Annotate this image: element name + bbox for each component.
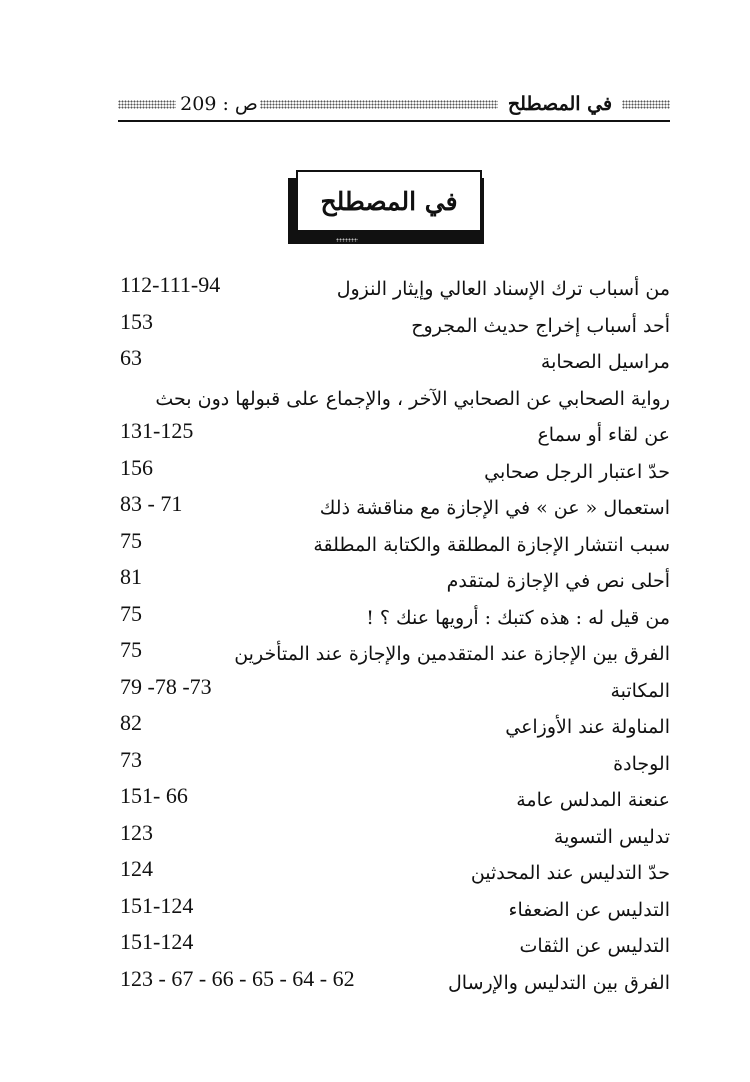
index-entry: [110, 854, 670, 891]
entry-page-numbers: 112-111-94: [120, 272, 221, 297]
entry-topic: رواية الصحابي عن الصحابي الآخر ، والإجماع على قبولها دون بحث: [155, 387, 670, 410]
entry-topic: مراسيل الصحابة: [540, 351, 670, 373]
index-entry: [110, 599, 670, 636]
entry-page-numbers: 123: [120, 819, 153, 845]
entry-topic: التدليس عن الضعفاء: [508, 898, 670, 921]
index-entry: [110, 343, 670, 380]
entry-page-numbers: 151-124: [120, 929, 194, 954]
running-header: [118, 90, 670, 122]
index-entry: [110, 781, 670, 818]
entry-topic: الوجادة: [613, 752, 670, 775]
index-entry: [110, 927, 670, 964]
section-title-ornament: [336, 238, 358, 242]
header-ornament-left: [118, 100, 176, 109]
entry-page-numbers: 75: [120, 637, 142, 662]
entry-topic: حدّ التدليس عند المحدثين: [470, 862, 670, 884]
entry-page-numbers: 151- 66: [120, 783, 188, 808]
entry-topic: الفرق بين الإجازة عند المتقدمين والإجازة عند المتأخرين: [234, 643, 670, 665]
index-entry: [110, 891, 670, 928]
entry-page-numbers: 131-125: [120, 418, 194, 443]
index-entry: [110, 818, 670, 855]
index-entry: [110, 307, 670, 344]
entry-topic: استعمال « عن » في الإجازة مع مناقشة ذلك: [319, 497, 670, 519]
index-entry: [110, 416, 670, 453]
entry-page-numbers: 75: [120, 600, 142, 626]
entry-page-numbers: 124: [120, 856, 153, 881]
index-entry: [110, 526, 670, 563]
section-title-box: [288, 170, 488, 246]
entry-topic: من قيل له : هذه كتبك : أرويها عنك ؟ !: [366, 606, 670, 629]
header-title: في المصطلح: [507, 93, 613, 115]
entry-page-numbers: 79 -78 -73: [120, 673, 212, 699]
entry-page-numbers: 123 - 67 - 66 - 65 - 64 - 62: [120, 965, 355, 991]
entry-page-numbers: 82: [120, 710, 142, 735]
entry-topic: سبب انتشار الإجازة المطلقة والكتابة المطلقة: [313, 533, 670, 556]
entry-topic: المكاتبة: [610, 679, 670, 702]
index-entry: [110, 708, 670, 745]
index-entry: [110, 380, 670, 417]
entry-page-numbers: 156: [120, 454, 153, 480]
entry-page-numbers: 151-124: [120, 892, 194, 918]
entry-topic: أحلى نص في الإجازة لمتقدم: [446, 570, 670, 592]
entry-page-numbers: 83 - 71: [120, 491, 183, 516]
entry-topic: المناولة عند الأوزاعي: [505, 716, 670, 738]
entry-page-numbers: 73: [120, 746, 142, 772]
entry-topic: حدّ اعتبار الرجل صحابي: [484, 460, 670, 483]
index-entry: [110, 562, 670, 599]
entry-page-numbers: 81: [120, 564, 142, 589]
index-entry: [110, 964, 670, 1001]
entry-topic: التدليس عن الثقات: [519, 935, 670, 957]
index-entry: [110, 453, 670, 490]
entry-topic: عنعنة المدلس عامة: [516, 789, 670, 811]
entry-page-numbers: 63: [120, 345, 142, 370]
entry-topic: من أسباب ترك الإسناد العالي وإيثار النزول: [336, 278, 670, 300]
section-title: في المصطلح: [296, 170, 482, 232]
index-entry: [110, 745, 670, 782]
index-entry: [110, 635, 670, 672]
entry-topic: عن لقاء أو سماع: [537, 424, 670, 446]
index-entry: [110, 270, 670, 307]
index-entry: [110, 672, 670, 709]
index-entry: [110, 489, 670, 526]
entry-topic: الفرق بين التدليس والإرسال: [447, 971, 670, 994]
header-rule: [118, 120, 670, 122]
entry-page-numbers: 75: [120, 527, 142, 553]
index-entries: [110, 270, 670, 1000]
header-ornament-middle: [260, 100, 498, 109]
entry-page-numbers: 153: [120, 308, 153, 334]
header-ornament-right: [622, 100, 670, 109]
header-page-number: ص : 209: [180, 93, 258, 115]
entry-topic: أحد أسباب إخراج حديث المجروح: [411, 314, 670, 337]
entry-topic: تدليس التسوية: [553, 825, 670, 848]
